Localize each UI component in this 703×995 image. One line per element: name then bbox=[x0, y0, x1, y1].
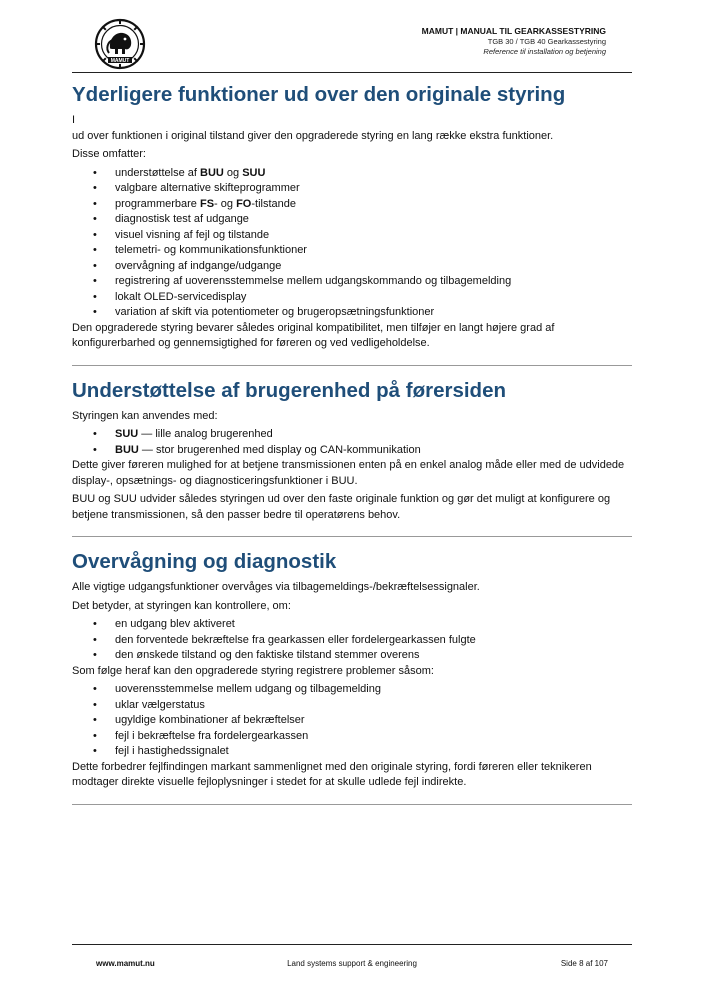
page-content bbox=[72, 82, 632, 817]
header-subtitle: TGB 30 / TGB 40 Gearkassestyring bbox=[487, 37, 606, 46]
list-item: • ugyldige kombinationer af bekræftelser bbox=[115, 713, 632, 729]
list-item: • den ønskede tilstand og den faktiske tilstand stemmer overens bbox=[115, 648, 632, 664]
list-item: • understøttelse af BUU og SUU bbox=[115, 166, 632, 182]
list-item: • visuel visning af fejl og tilstande bbox=[115, 228, 632, 244]
header-text-block bbox=[422, 26, 606, 57]
list-item: • uklar vælgerstatus bbox=[115, 698, 632, 714]
list-item: • fejl i bekræftelse fra fordelergearkassen bbox=[115, 729, 632, 745]
footer-page-number: Side 8 af 107 bbox=[560, 959, 608, 968]
footer-website-link[interactable]: www.mamut.nu bbox=[96, 959, 155, 968]
section-paragraph: Det betyder, at styringen kan kontrollere, om: bbox=[72, 599, 291, 612]
section-outro: Den opgraderede styring bevarer således original kompatibilitet, men tilføjer en langt højere grad af konfigurerbarhed og gennemsigtighed for føreren og ved vedligeholdelse. bbox=[72, 321, 555, 349]
list-item: • den forventede bekræftelse fra gearkassen eller fordelergearkassen fulgte bbox=[115, 633, 632, 649]
section-heading: Yderligere funktioner ud over den originale styring bbox=[72, 83, 566, 106]
section-lead: Disse omfatter: bbox=[72, 148, 146, 160]
list-item: • lokalt OLED-servicedisplay bbox=[115, 290, 632, 306]
user-unit-list bbox=[72, 427, 632, 458]
section-divider bbox=[72, 365, 632, 366]
header-divider bbox=[72, 72, 632, 73]
feature-list bbox=[72, 166, 632, 321]
list-item: • variation af skift via potentiometer og brugeropsætningsfunktioner bbox=[115, 305, 632, 321]
list-item: • programmerbare FS- og FO-tilstande bbox=[115, 197, 632, 213]
page-header bbox=[72, 14, 632, 72]
mamut-logo-icon bbox=[94, 18, 146, 70]
stray-letter: I bbox=[72, 114, 76, 126]
section-paragraph: Dette giver føreren mulighed for at betjene transmissionen enten på en enkel analog måde eller med de udvidede display-, opsætnings- og diagnosticeringsfunktioner i BUU. bbox=[72, 459, 625, 487]
section-heading: Overvågning og diagnostik bbox=[72, 550, 337, 573]
list-item: • valgbare alternative skifteprogrammer bbox=[115, 181, 632, 197]
section-paragraph: BUU og SUU udvider således styringen ud over den faste originale funktion og gør det muligt at konfigurere og betjene transmissionen, så den passer bedre til operatørens behov. bbox=[72, 493, 611, 521]
list-item: • registrering af uoverensstemmelse mellem udgangskommando og tilbagemelding bbox=[115, 274, 632, 290]
list-item: • BUU — stor brugerenhed med display og CAN-kommunikation bbox=[115, 443, 632, 459]
section-lead: Styringen kan anvendes med: bbox=[72, 409, 218, 422]
check-list bbox=[72, 617, 632, 664]
list-item: • diagnostisk test af udgange bbox=[115, 212, 632, 228]
section-heading: Understøttelse af brugerenhed på førersiden bbox=[72, 378, 507, 402]
section-paragraph: Som følge heraf kan den opgraderede styring registrere problemer såsom: bbox=[72, 664, 434, 677]
section-additional-functions bbox=[72, 82, 632, 352]
section-divider bbox=[72, 536, 632, 537]
svg-text:MAMUT: MAMUT bbox=[110, 57, 130, 64]
list-item: • overvågning af indgange/udgange bbox=[115, 259, 632, 275]
footer-divider bbox=[72, 944, 632, 945]
list-item: • SUU — lille analog brugerenhed bbox=[115, 427, 632, 443]
list-item: • uoverensstemmelse mellem udgang og tilbagemelding bbox=[115, 682, 632, 698]
list-item: • telemetri- og kommunikationsfunktioner bbox=[115, 243, 632, 259]
section-paragraph: Alle vigtige udgangsfunktioner overvåges via tilbagemeldings-/bekræftelsessignaler. bbox=[72, 581, 480, 593]
footer-tagline: Land systems support & engineering bbox=[287, 959, 417, 968]
section-monitoring-diagnostics bbox=[72, 549, 632, 791]
section-intro: ud over funktionen i original tilstand giver den opgraderede styring en lang række ekstra funktioner. bbox=[72, 129, 554, 142]
section-paragraph: Dette forbedrer fejlfindingen markant sammenlignet med den originale styring, fordi føreren eller teknikeren modtager direkte visuelle fejloplysninger i stedet for at skulle udlede fejl indirekte. bbox=[72, 760, 592, 788]
header-title: MAMUT | MANUAL TIL GEARKASSESTYRING bbox=[421, 26, 606, 36]
section-user-unit-support bbox=[72, 378, 632, 524]
problem-list bbox=[72, 682, 632, 760]
header-reference: Reference til installation og betjening bbox=[483, 47, 606, 56]
list-item: • fejl i hastighedssignalet bbox=[115, 744, 632, 760]
section-divider bbox=[72, 804, 632, 805]
list-item: • en udgang blev aktiveret bbox=[115, 617, 632, 633]
